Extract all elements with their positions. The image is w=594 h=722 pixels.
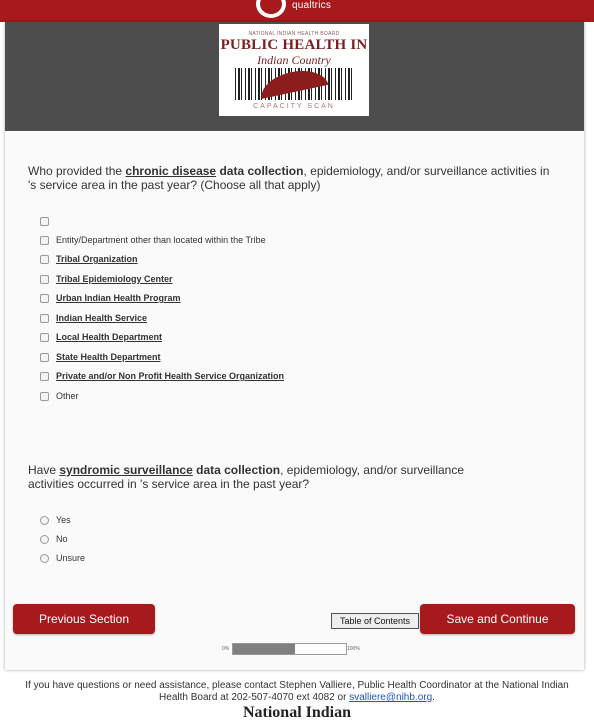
checkbox[interactable]	[40, 217, 49, 226]
checkbox[interactable]	[40, 372, 49, 381]
q1-option[interactable]: Local Health Department	[40, 330, 162, 344]
checkbox[interactable]	[40, 333, 49, 342]
q1-option[interactable]: Indian Health Service	[40, 311, 147, 325]
checkbox[interactable]	[40, 294, 49, 303]
checkbox[interactable]	[40, 314, 49, 323]
q1-option[interactable]: Tribal Epidemiology Center	[40, 272, 173, 286]
q2-option[interactable]: No	[40, 532, 68, 546]
footer-next-line: National Indian	[242, 704, 352, 721]
save-and-continue-button[interactable]: Save and Continue	[420, 604, 575, 634]
q1-option[interactable]: State Health Department	[40, 350, 161, 364]
logo-org: NATIONAL INDIAN HEALTH BOARD	[248, 31, 340, 37]
radio-button[interactable]	[40, 535, 49, 544]
logo-caption: CAPACITY SCAN	[253, 103, 335, 110]
nihb-logo	[219, 24, 369, 116]
checkbox[interactable]	[40, 255, 49, 264]
checkbox[interactable]	[40, 392, 49, 401]
q1-option[interactable]: Other	[40, 389, 79, 403]
brand-name: qualtrics	[292, 0, 332, 11]
checkbox[interactable]	[40, 275, 49, 284]
q2-option[interactable]: Unsure	[40, 551, 85, 565]
question-2-text: Have syndromic surveillance data collection, epidemiology, and/or surveillance activities occurred in 's service area in the past year?	[28, 463, 465, 491]
checkbox[interactable]	[40, 353, 49, 362]
logo-title: PUBLIC HEALTH IN	[220, 37, 368, 53]
q1-option[interactable]	[40, 214, 56, 228]
checkbox[interactable]	[40, 236, 49, 245]
radio-button[interactable]	[40, 554, 49, 563]
q1-option[interactable]: Private and/or Non Profit Health Service Organization	[40, 369, 284, 383]
email-link[interactable]: svalliere@nihb.org	[349, 692, 433, 703]
progress-min-label: 0%	[222, 646, 230, 652]
previous-section-button[interactable]: Previous Section	[13, 604, 155, 634]
q2-term-link[interactable]: syndromic surveillance	[59, 463, 193, 477]
progress-max-label: 100%	[347, 646, 360, 652]
progress-fill	[233, 644, 295, 654]
q1-option[interactable]: Tribal Organization	[40, 252, 138, 266]
logo-subtitle: Indian Country	[257, 53, 331, 67]
q2-option[interactable]: Yes	[40, 513, 71, 527]
top-brand-bar	[0, 0, 594, 22]
footer-contact: If you have questions or need assistance, please contact Stephen Valliere, Public Health Coordinator at the National Indian Health Board at 202-507-4070 ext 4082 or svalliere@nihb.org.	[25, 680, 569, 703]
radio-button[interactable]	[40, 516, 49, 525]
table-of-contents-button[interactable]: Table of Contents	[331, 613, 419, 629]
question-1-text: Who provided the chronic disease data collection, epidemiology, and/or surveillance activities in 's service area in the past year? (Choose all that apply)	[28, 164, 550, 192]
qualtrics-logo-icon	[256, 0, 286, 18]
survey-card	[5, 22, 584, 670]
q1-option[interactable]: Entity/Department other than located within the Tribe	[40, 233, 266, 247]
header-banner	[5, 22, 584, 131]
q1-term-link[interactable]: chronic disease	[125, 164, 217, 178]
progress-bar	[232, 643, 347, 655]
q1-option[interactable]: Urban Indian Health Program	[40, 291, 181, 305]
